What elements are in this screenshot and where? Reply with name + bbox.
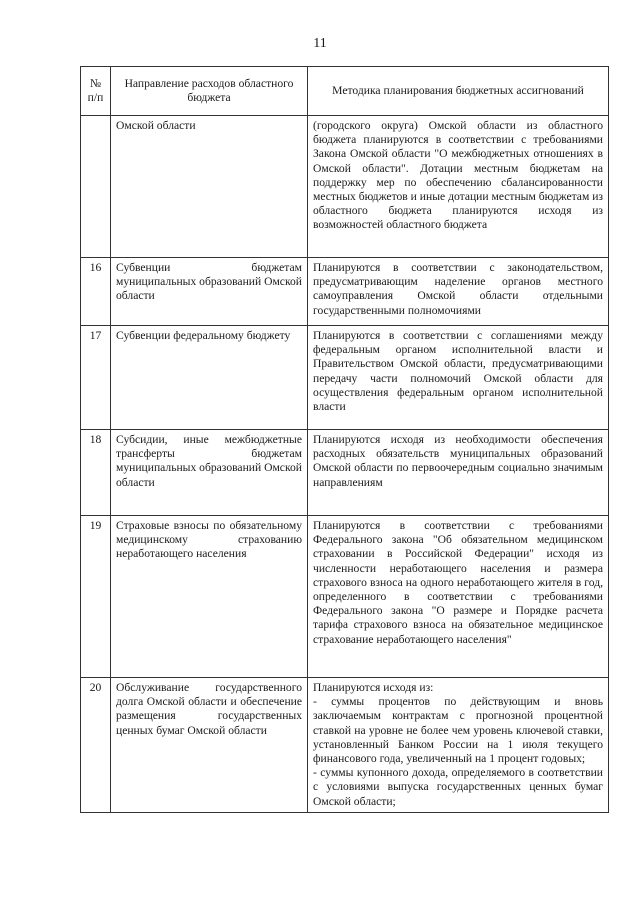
row-expense-direction: Субсидии, иные межбюджетные трансферты бюджетам муниципальных образований Омской области xyxy=(111,430,308,516)
row-expense-direction: Страховые взносы по обязательному медицинскому страхованию неработающего населения xyxy=(111,516,308,678)
methodology-paragraph: (городского округа) Омской области из областного бюджета планируются в соответствии с требованиями Закона Омской области "О межбюджетных отношениях в Омской области". Дотации местным бюджетам на поддержку мер по обеспечению сбалансированности местных бюджетов и иные дотации местным бюджетам из областного бюджета планируются исходя из возможностей областного бюджета xyxy=(313,119,603,232)
methodology-bullet: - суммы процентов по действующим и вновь заключаемым контрактам с прогнозной процентной ставкой на уровне не более чем уровень ключевой ставки, установленный Банком России на 1 июля текущего финансового года, увеличенный на 1 процент годовых; xyxy=(313,695,603,766)
table-header-row xyxy=(81,67,609,116)
methodology-paragraph: Планируются исходя из: xyxy=(313,681,434,694)
row-expense-direction: Субвенции бюджетам муниципальных образований Омской области xyxy=(111,258,308,326)
methodology-paragraph: Планируются в соответствии с требованиями Федерального закона "Об обязательном медицинском страховании в Российской Федерации" исходя из численности неработающего населения и размера страхового взноса на одного неработающего жителя в год, определенного в соответствии с требованиями Федерального закона "О размере и Порядке расчета тарифа страхового взноса на обязательное медицинское страхование неработающего населения" xyxy=(313,519,603,646)
row-planning-methodology xyxy=(308,258,609,326)
table-row xyxy=(81,258,609,326)
row-planning-methodology xyxy=(308,116,609,258)
methodology-paragraph: Планируются в соответствии с законодательством, предусматривающим наделение органов местного самоуправления Омской области отдельными государственными полномочиями xyxy=(313,261,603,317)
row-number xyxy=(81,116,111,258)
table-row xyxy=(81,678,609,813)
row-planning-methodology xyxy=(308,678,609,813)
methodology-paragraph: Планируются в соответствии с соглашениями между федеральным органом исполнительной власти и Правительством Омской области, предусматривающими передачу части полномочий Омской области для осуществления федеральным органом исполнительной власти xyxy=(313,329,603,414)
budget-methodology-table xyxy=(80,66,609,813)
row-number: 16 xyxy=(81,258,111,326)
row-expense-direction: Омской области xyxy=(111,116,308,258)
row-number: 20 xyxy=(81,678,111,813)
row-expense-direction: Обслуживание государственного долга Омской области и обеспечение размещения государственных ценных бумаг Омской области xyxy=(111,678,308,813)
methodology-paragraph: Планируются исходя из необходимости обеспечения расходных обязательств муниципальных образований Омской области по первоочередным социально значимым направлениям xyxy=(313,433,603,489)
methodology-bullet: - суммы купонного дохода, определяемого в соответствии с условиями выпуска государственных ценных бумаг Омской области; xyxy=(313,766,603,808)
table-row xyxy=(81,430,609,516)
page-number: 11 xyxy=(313,36,327,51)
header-expense-direction: Направление расходов областного бюджета xyxy=(111,67,308,116)
row-number: 17 xyxy=(81,326,111,430)
header-number: № п/п xyxy=(81,67,111,116)
header-planning-methodology: Методика планирования бюджетных ассигнований xyxy=(308,67,609,116)
row-planning-methodology xyxy=(308,326,609,430)
row-number: 19 xyxy=(81,516,111,678)
table-row xyxy=(81,516,609,678)
row-planning-methodology xyxy=(308,430,609,516)
row-number: 18 xyxy=(81,430,111,516)
table-row xyxy=(81,326,609,430)
table-row xyxy=(81,116,609,258)
row-expense-direction: Субвенции федеральному бюджету xyxy=(111,326,308,430)
row-planning-methodology xyxy=(308,516,609,678)
